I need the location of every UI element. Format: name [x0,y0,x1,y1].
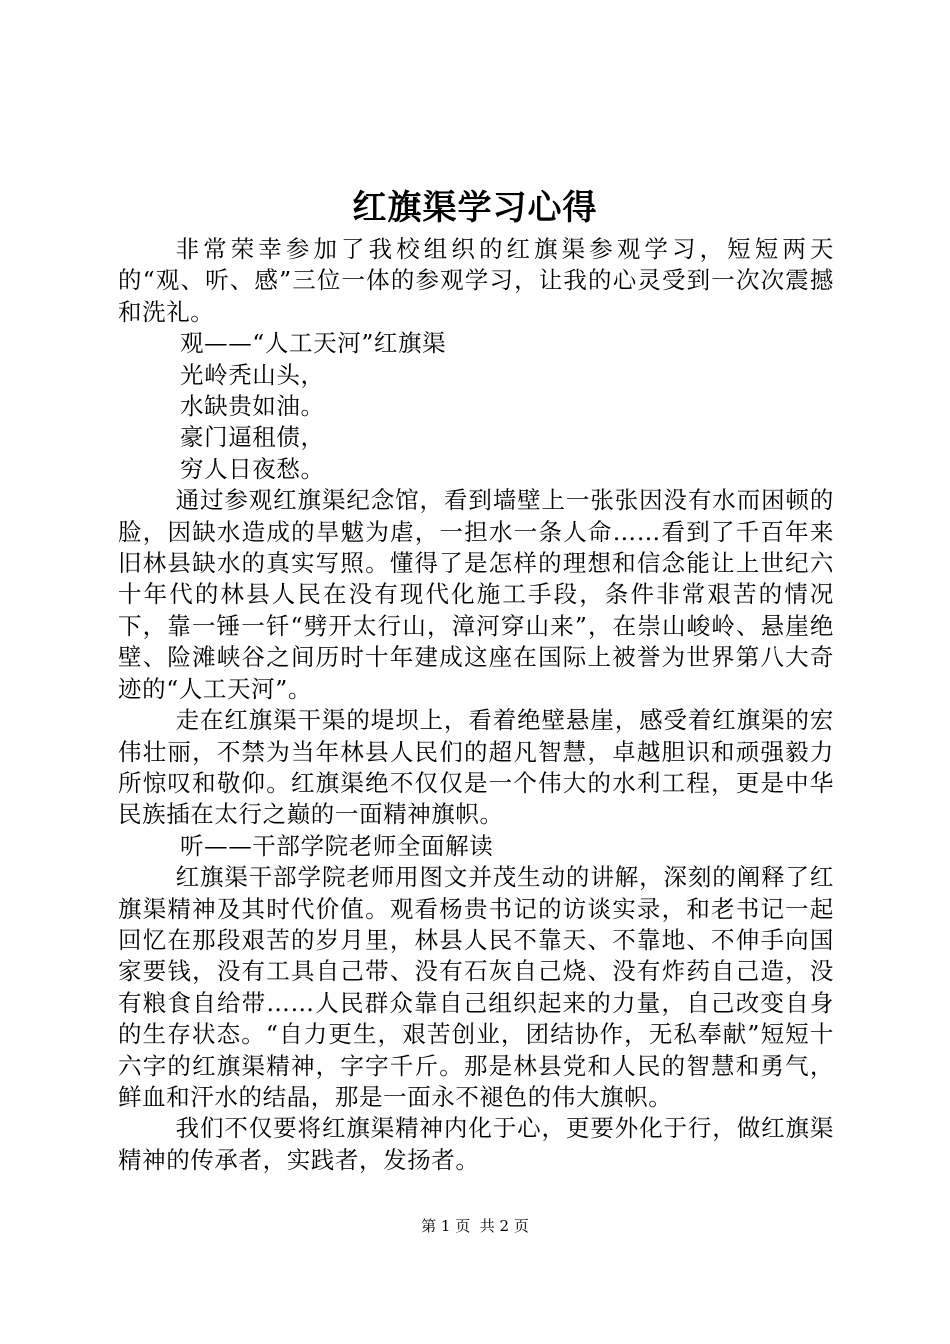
page-footer [0,1216,950,1236]
section-heading-observe: 观——“人工天河”红旗渠 [180,329,447,358]
paragraph-canal-walk: 走在红旗渠干渠的堤坝上，看着绝壁悬崖，感受着红旗渠的宏伟壮丽，不禁为当年林县人民们的超凡智慧，卓越胆识和顽强毅力所惊叹和敬仰。红旗渠绝不仅仅是一个伟大的水利工程，更是中华民族插在太行之巅的一面精神旗帜。 [118,706,834,829]
poem-line: 光岭秃山头， [180,360,325,389]
paragraph-conclusion: 我们不仅要将红旗渠精神内化于心，更要外化于行，做红旗渠精神的传承者，实践者，发扬者。 [118,1114,834,1174]
document-body [118,234,834,1176]
poem-line: 豪门逼租债， [180,423,325,452]
document-title: 红旗渠学习心得 [352,188,598,228]
section-heading-listen: 听——干部学院老师全面解读 [180,831,494,860]
poem-line: 穷人日夜愁。 [180,454,325,483]
poem-line: 水缺贵如油。 [180,392,325,421]
paragraph-lecture: 红旗渠干部学院老师用图文并茂生动的讲解，深刻的阐释了红旗渠精神及其时代价值。观看杨贵书记的访谈实录，和老书记一起回忆在那段艰苦的岁月里，林县人民不靠天、不靠地、不伸手向国家要钱，没有工具自己带、没有石灰自己烧、没有炸药自己造，没有粮食自给带……人民群众靠自己组织起来的力量，自己改变自身的生存状态。“自力更生，艰苦创业，团结协作，无私奉献”短短十六字的红旗渠精神，字字千斤。那是林县党和人民的智慧和勇气，鲜血和汗水的结晶，那是一面永不褪色的伟大旗帜。 [118,863,834,1111]
paragraph-memorial: 通过参观红旗渠纪念馆，看到墙壁上一张张因没有水而困顿的脸，因缺水造成的旱魃为虐，一担水一条人命……看到了千百年来旧林县缺水的真实写照。懂得了是怎样的理想和信念能让上世纪六十年代的林县人民在没有现代化施工手段，条件非常艰苦的情况下，靠一锤一钎“劈开太行山，漳河穿山来”，在崇山峻岭、悬崖绝壁、险滩峡谷之间历时十年建成这座在国际上被誉为世界第八大奇迹的“人工天河”。 [118,486,834,703]
paragraph-intro: 非常荣幸参加了我校组织的红旗渠参观学习，短短两天的“观、听、感”三位一体的参观学习，让我的心灵受到一次次震撼和洗礼。 [118,235,834,326]
page-number-label: 第 1 页 共 2 页 [421,1217,529,1235]
